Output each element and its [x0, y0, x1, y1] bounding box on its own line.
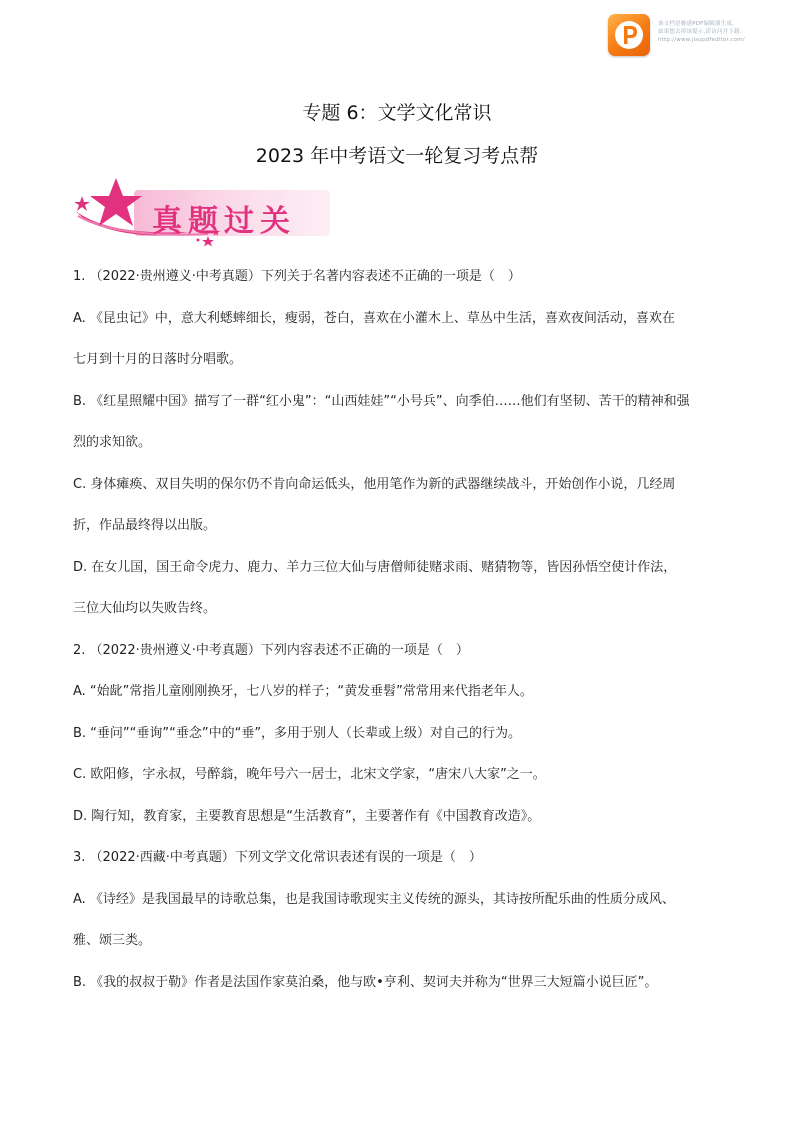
watermark-line: 该文档是极速PDF编辑器生成,	[658, 21, 734, 27]
text-line: 2. （2022·贵州遵义·中考真题）下列内容表述不正确的一项是（ ）	[73, 643, 469, 658]
watermark-text	[658, 20, 788, 44]
text-line: 三位大仙均以失败告终。	[73, 601, 217, 616]
text-line: 1. （2022·贵州遵义·中考真题）下列关于名著内容表述不正确的一项是（ ）	[73, 269, 521, 284]
text-line: D. 在女儿国，国王命令虎力、鹿力、羊力三位大仙与唐僧师徒赌求雨、赌猜物等，皆因孙悟空使计作法，	[73, 560, 677, 575]
text-line: C. 身体瘫痪、双目失明的保尔仍不肯向命运低头，他用笔作为新的武器继续战斗，开始创作小说，几经周	[73, 477, 676, 492]
text-line: B. “垂问”“垂询”“垂念”中的“垂”，多用于别人（长辈或上级）对自己的行为。	[73, 726, 522, 741]
text-line: 折，作品最终得以出版。	[73, 518, 217, 533]
text-line: 雅、颂三类。	[73, 933, 152, 948]
text-line: A. 《诗经》是我国最早的诗歌总集，也是我国诗歌现实主义传统的源头，其诗按所配乐曲的性质分成风、	[73, 892, 675, 907]
text-line: A. 《昆虫记》中，意大利蟋蟀细长，瘦弱，苍白，喜欢在小灌木上、草丛中生活，喜欢夜间活动，喜欢在	[73, 311, 675, 326]
section-banner	[68, 176, 332, 248]
text-line: D. 陶行知，教育家，主要教育思想是“生活教育”，主要著作有《中国教育改造》。	[73, 809, 541, 824]
text-line: 烈的求知欲。	[73, 435, 152, 450]
text-line: B. 《我的叔叔于勒》作者是法国作家莫泊桑，他与欧•亨利、契诃夫并称为“世界三大短篇小说巨匠”。	[73, 975, 658, 990]
text-line: 七月到十月的日落时分唱歌。	[73, 352, 243, 367]
text-line: C. 欧阳修，字永叔，号醉翁，晚年号六一居士，北宋文学家，“唐宋八大家”之一。	[73, 767, 546, 782]
page-subtitle: 2023 年中考语文一轮复习考点帮	[255, 145, 539, 167]
text-line: 3. （2022·西藏·中考真题）下列文学文化常识表述有误的一项是（ ）	[73, 850, 482, 865]
text-line: A. “始龀”常指儿童刚刚换牙，七八岁的样子；“黄发垂髫”常常用来代指老年人。	[73, 684, 533, 699]
watermark	[608, 14, 788, 58]
watermark-line: 如果想去掉该提示,请访问并下载:	[658, 29, 742, 35]
pdf-p-logo-icon	[608, 14, 650, 56]
text-line: B. 《红星照耀中国》描写了一群“红小鬼”：“山西娃娃”“小号兵”、向季伯……他们有坚韧、苦干的精神和强	[73, 394, 690, 409]
banner-label: 真题过关	[152, 204, 296, 239]
watermark-line: http://www.jisupdfeditor.com/	[658, 37, 745, 43]
page-title: 专题 6：文学文化常识	[302, 102, 492, 124]
